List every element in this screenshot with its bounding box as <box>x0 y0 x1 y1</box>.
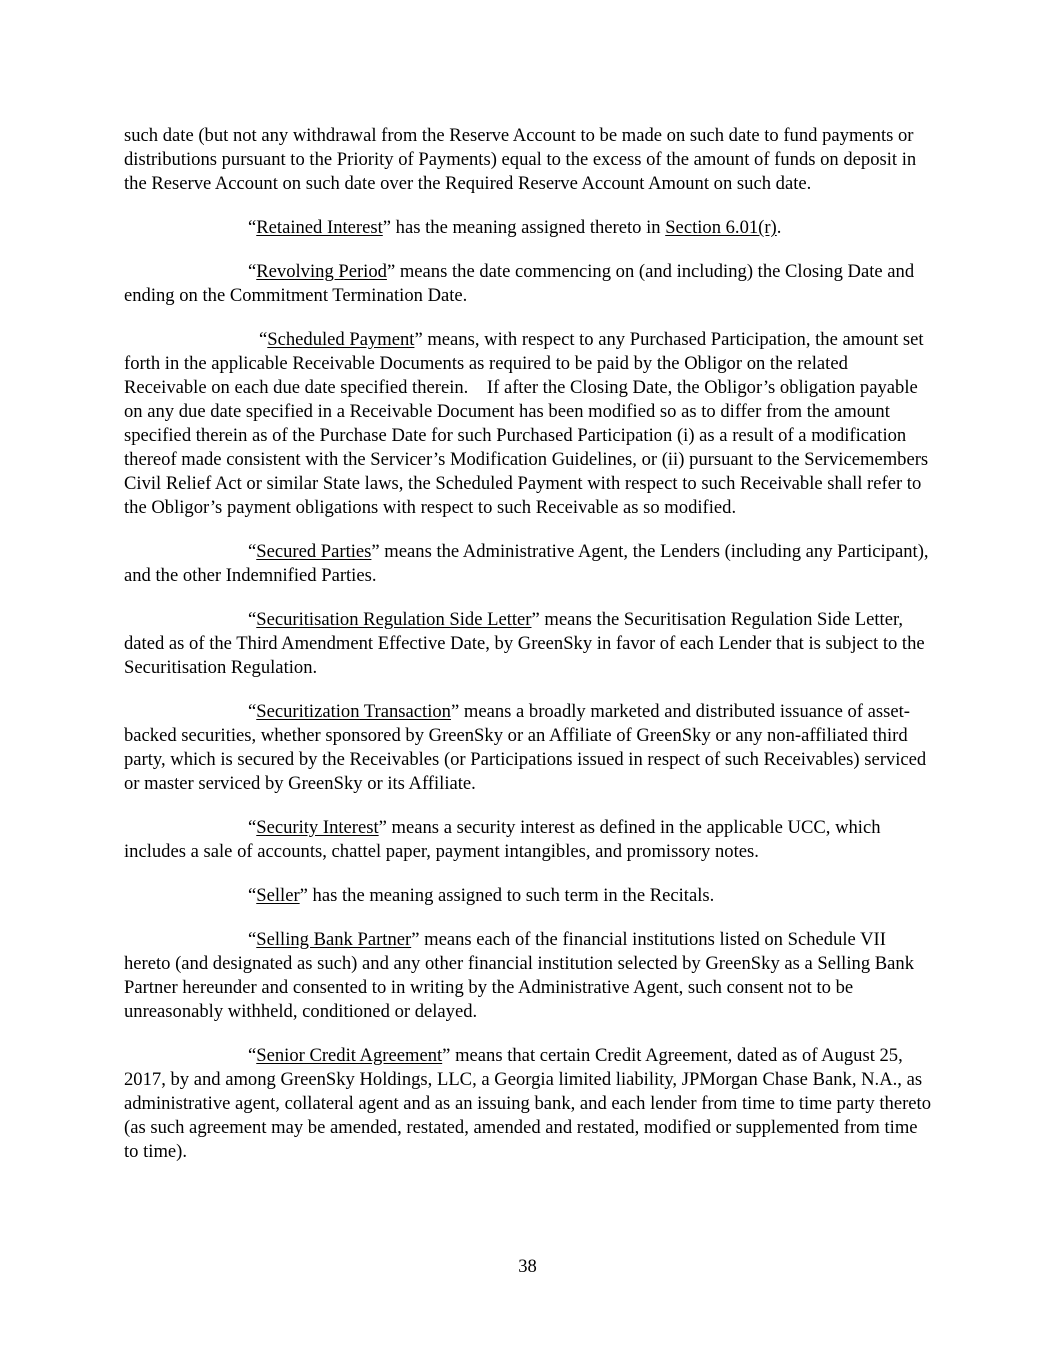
definition-scheduled-payment <box>124 328 932 520</box>
defined-term: Securitisation Regulation Side Letter <box>256 609 532 630</box>
defined-term: Selling Bank Partner <box>256 929 412 950</box>
page-number: 38 <box>518 1256 537 1277</box>
defined-term: Senior Credit Agreement <box>256 1045 443 1066</box>
definition-text: ” means the Administrative Agent, the Lenders (including any Participant), and the other Indemnified Parties. <box>124 541 929 586</box>
open-quote: “ <box>248 929 257 950</box>
defined-term: Securitization Transaction <box>256 701 451 722</box>
definition-secured-parties <box>124 540 932 588</box>
definition-securitization-transaction <box>124 700 932 796</box>
defined-term: Retained Interest <box>256 217 383 238</box>
open-quote: “ <box>248 701 257 722</box>
definition-text: ” means, with respect to any Purchased Participation, the amount set forth in the applicable Receivable Documents as required to be paid by the Obligor on the related Receivable on each due date specified therein. If after the Closing Date, the Obligor’s obligation payable on any due date specified in a Receivable Document has been modified so as to differ from the amount specified therein as of the Purchase Date for such Purchased Participation (i) as a result of a modification thereof made consistent with the Servicer’s Modification Guidelines, or (ii) pursuant to the Servicemembers Civil Relief Act or similar State laws, the Scheduled Payment with respect to such Receivable shall refer to the Obligor’s payment obligations with respect to such Receivable as so modified. <box>124 329 933 518</box>
definition-text: ” means each of the financial institutions listed on Schedule VII hereto (and designated as such) and any other financial institution selected by GreenSky as a Selling Bank Partner hereunder and consented to in writing by the Administrative Agent, such consent not to be unreasonably withheld, conditioned or delayed. <box>124 929 915 1022</box>
defined-term: Security Interest <box>256 817 379 838</box>
open-quote: “ <box>248 217 257 238</box>
open-quote: “ <box>248 261 257 282</box>
open-quote: “ <box>248 609 257 630</box>
definition-text: ” has the meaning assigned thereto in <box>382 217 666 238</box>
defined-term: Revolving Period <box>256 261 387 282</box>
open-quote: “ <box>248 541 257 562</box>
definition-seller <box>124 884 932 908</box>
definition-text: ” means that certain Credit Agreement, dated as of August 25, 2017, by and among GreenSky Holdings, LLC, a Georgia limited liability, JPMorgan Chase Bank, N.A., as administrative agent, collateral agent and as an issuing bank, and each lender from time to time party thereto (as such agreement may be amended, restated, amended and restated, modified or supplemented from time to time). <box>124 1045 931 1162</box>
section-reference: Section 6.01(r) <box>665 217 777 238</box>
continuation-paragraph: such date (but not any withdrawal from the Reserve Account to be made on such date to fund payments or distributions pursuant to the Priority of Payments) equal to the excess of the amount of funds on deposit in the Reserve Account on such date over the Required Reserve Account Amount on such date. <box>124 125 917 194</box>
definition-text: ” means a broadly marketed and distributed issuance of asset-backed securities, whether sponsored by GreenSky or an Affiliate of GreenSky or any non-affiliated third party, which is secured by the Receivables (or Participations issued in respect of such Receivables) serviced or master serviced by GreenSky or its Affiliate. <box>124 701 927 794</box>
open-quote: “ <box>248 817 257 838</box>
definition-text: ” has the meaning assigned to such term in the Recitals. <box>299 885 715 906</box>
definition-security-interest <box>124 816 932 864</box>
defined-term: Seller <box>256 885 300 906</box>
definition-text: ” means a security interest as defined in the applicable UCC, which includes a sale of accounts, chattel paper, payment intangibles, and promissory notes. <box>124 817 881 862</box>
definition-text: ” means the Securitisation Regulation Side Letter, dated as of the Third Amendment Effective Date, by GreenSky in favor of each Lender that is subject to the Securitisation Regulation. <box>124 609 925 678</box>
definition-retained-interest <box>124 216 932 240</box>
defined-term: Scheduled Payment <box>267 329 415 350</box>
defined-term: Secured Parties <box>256 541 372 562</box>
definition-senior-credit-agreement <box>124 1044 932 1164</box>
document-page <box>124 124 932 1184</box>
open-quote: “ <box>248 885 257 906</box>
definition-selling-bank-partner <box>124 928 932 1024</box>
definition-text-end: . <box>776 217 782 238</box>
definition-text: ” means the date commencing on (and including) the Closing Date and ending on the Commitment Termination Date. <box>124 261 915 306</box>
definition-revolving-period <box>124 260 932 308</box>
open-quote: “ <box>259 329 268 350</box>
definition-securitisation-regulation-side-letter <box>124 608 932 680</box>
open-quote: “ <box>248 1045 257 1066</box>
